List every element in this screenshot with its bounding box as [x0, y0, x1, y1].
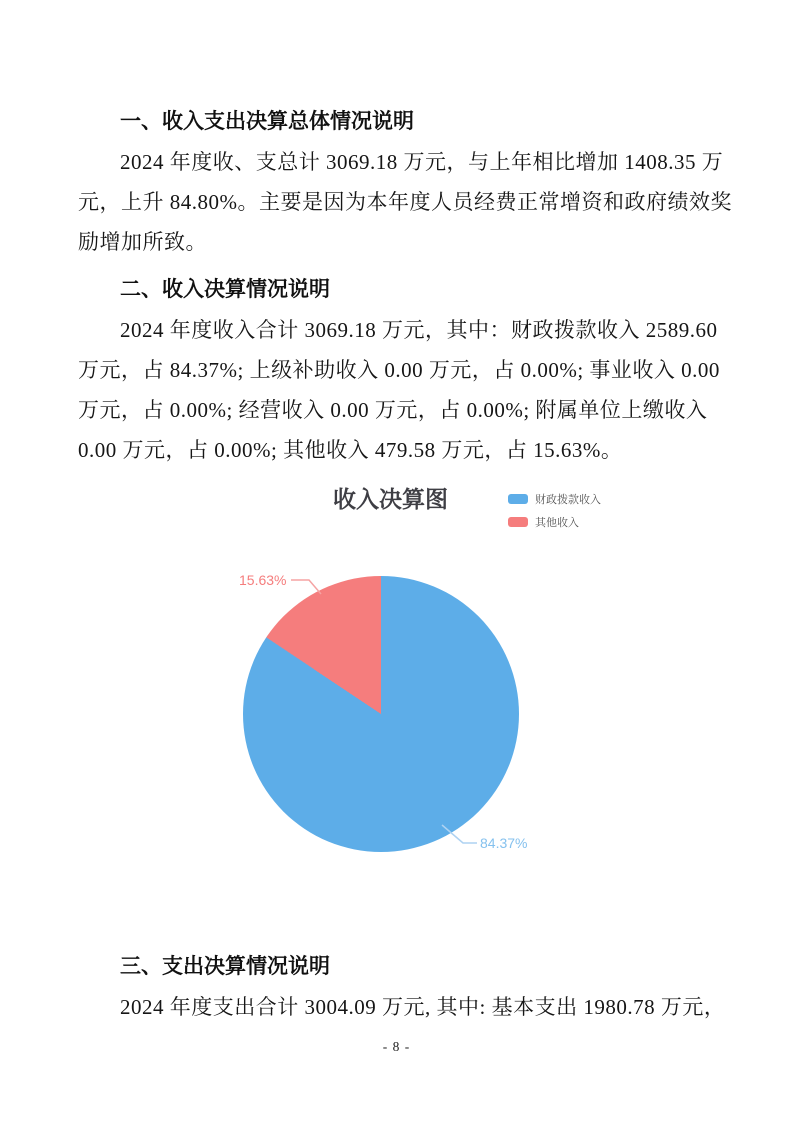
section-1-paragraph — [78, 142, 732, 262]
pie-label-fiscal: 84.37% — [480, 835, 528, 851]
paragraph-line: 2024 年度收、支总计 3069.18 万元，与上年相比增加 1408.35 万 — [120, 150, 724, 174]
label-connector-lines — [78, 485, 715, 947]
paragraph-line: 万元，占 0.00%; 经营收入 0.00 万元，占 0.00%; 附属单位上缴收入 — [78, 398, 708, 422]
section-3-paragraph — [78, 987, 726, 1027]
chart-title: 收入决算图 — [333, 486, 448, 512]
paragraph-line: 2024 年度收入合计 3069.18 万元，其中：财政拨款收入 2589.60 — [120, 318, 718, 342]
connector-other — [291, 580, 321, 594]
pie-label-other: 15.63% — [239, 572, 287, 588]
section-2-heading: 二、收入决算情况说明 — [120, 278, 330, 301]
paragraph-line: 0.00 万元，占 0.00%; 其他收入 479.58 万元，占 15.63%。 — [78, 438, 623, 462]
legend-label: 财政拨款收入 — [535, 493, 601, 506]
paragraph-line: 元，上升 84.80%。主要是因为本年度人员经费正常增资和政府绩效奖 — [78, 190, 732, 214]
section-1-heading: 一、收入支出决算总体情况说明 — [120, 110, 414, 133]
paragraph-line: 励增加所致。 — [78, 230, 207, 254]
connector-fiscal — [442, 825, 477, 843]
legend-label: 其他收入 — [535, 516, 579, 529]
income-pie-chart — [78, 485, 715, 947]
section-2-paragraph — [78, 310, 720, 470]
paragraph-line: 2024 年度支出合计 3004.09 万元, 其中: 基本支出 1980.78 万元， — [120, 995, 726, 1019]
paragraph-line: 万元，占 84.37%; 上级补助收入 0.00 万元，占 0.00%; 事业收入 0.00 — [78, 358, 720, 382]
section-3-heading: 三、支出决算情况说明 — [120, 955, 330, 978]
page-number: - 8 - — [382, 1039, 411, 1054]
